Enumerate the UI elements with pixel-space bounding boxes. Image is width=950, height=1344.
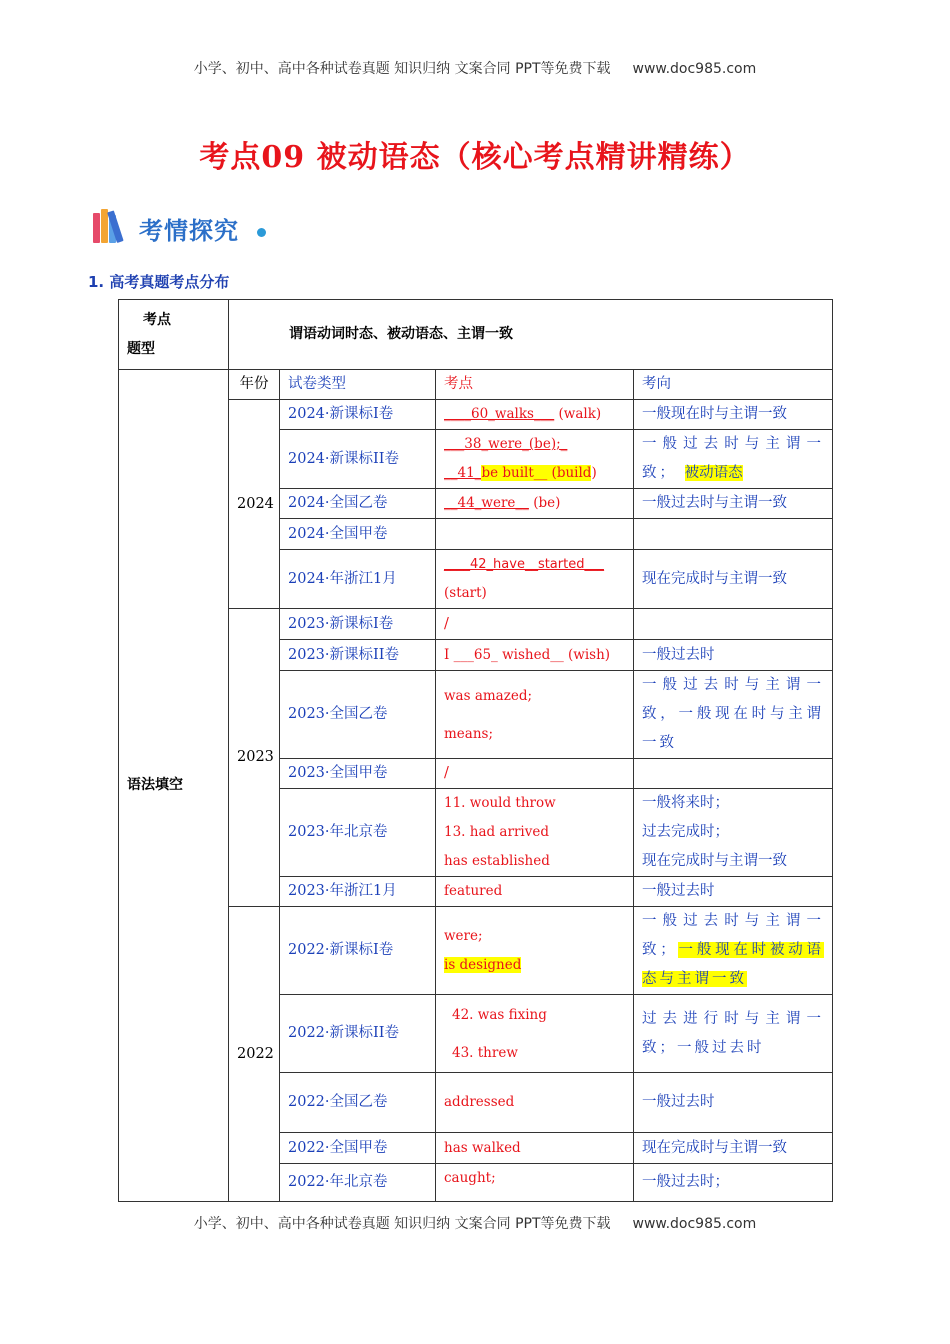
direction-cell: 过去进行时与主谓一致；一般过去时 [634,995,833,1073]
direction-cell: 一般过去时与主谓一致，一般现在时与主谓一致 [634,671,833,759]
corner-cell: 考点 题型 [119,300,229,370]
paper-cell: 2022·新课标I卷 [280,907,436,995]
page-footer [0,1213,950,1233]
direction-cell [634,519,833,550]
paper-cell: 2023·新课标II卷 [280,640,436,671]
direction-cell: 一般过去时； [634,1164,833,1202]
point-cell [436,519,634,550]
paper-cell: 2023·年北京卷 [280,789,436,877]
point-cell: 42. was fixing 43. threw [436,995,634,1073]
paper-cell: 2024·全国乙卷 [280,489,436,519]
point-cell: 11. would throw 13. had arrived has established [436,789,634,877]
col-header-point: 考点 [436,370,634,400]
page-title: 考点09 被动语态（核心考点精讲精练） [199,140,751,175]
exam-distribution-table [118,299,833,1202]
direction-cell [634,759,833,789]
paper-cell: 2022·新课标II卷 [280,995,436,1073]
point-cell: were; is designed [436,907,634,995]
section-heading: 1. 高考真题考点分布 [88,273,230,291]
point-cell: ____42_have__started___ (start) [436,550,634,609]
dot-icon [257,228,266,237]
header-text: 小学、初中、高中各种试卷真题 知识归纳 文案合同 PPT等免费下载 [193,61,611,77]
direction-cell: 一般过去时与主谓一致； 被动语态 [634,430,833,489]
direction-cell: 一般现在时与主谓一致 [634,400,833,430]
col-header-year: 年份 [229,370,280,400]
paper-cell: 2022·全国甲卷 [280,1133,436,1164]
books-icon [93,209,131,243]
table-header-row [119,300,833,370]
paper-cell: 2023·年浙江1月 [280,877,436,907]
point-cell: __44_were__ (be) [436,489,634,519]
point-cell: addressed [436,1073,634,1133]
paper-cell: 2023·全国乙卷 [280,671,436,759]
point-cell: / [436,759,634,789]
direction-cell: 一般过去时与主谓一致 [634,489,833,519]
point-cell: caught; [436,1164,634,1202]
footer-text: 小学、初中、高中各种试卷真题 知识归纳 文案合同 PPT等免费下载 [193,1216,611,1232]
question-type-cell: 语法填空 [119,370,229,1202]
point-cell: was amazed; means; [436,671,634,759]
col-header-paper: 试卷类型 [280,370,436,400]
direction-cell: 一般过去时 [634,1073,833,1133]
direction-cell: 现在完成时与主谓一致 [634,1133,833,1164]
direction-cell: 一般过去时 [634,877,833,907]
header-site[interactable]: www.doc985.com [632,61,757,77]
logo-label: 考情探究 [139,217,239,245]
paper-cell: 2024·全国甲卷 [280,519,436,550]
page-header [0,58,950,78]
point-cell: I ___65_ wished__ (wish) [436,640,634,671]
year-cell: 2024 [229,400,280,609]
paper-cell: 2024·新课标I卷 [280,400,436,430]
point-cell: ___38_were_(be);_ __41_be built__ (build) [436,430,634,489]
direction-cell: 现在完成时与主谓一致 [634,550,833,609]
col-header-direction: 考向 [634,370,833,400]
point-cell: / [436,609,634,640]
paper-cell: 2024·新课标II卷 [280,430,436,489]
point-cell: has walked [436,1133,634,1164]
point-cell: featured [436,877,634,907]
paper-cell: 2022·年北京卷 [280,1164,436,1202]
year-cell: 2023 [229,609,280,907]
column-header-row [119,370,833,400]
year-cell: 2022 [229,907,280,1202]
direction-cell: 一般过去时与主谓一致；一般现在时被动语态与主谓一致 [634,907,833,995]
paper-cell: 2023·全国甲卷 [280,759,436,789]
direction-cell [634,609,833,640]
point-cell: ____60_walks___ (walk) [436,400,634,430]
direction-cell: 一般过去时 [634,640,833,671]
section-logo [93,205,273,247]
direction-cell: 一般将来时； 过去完成时； 现在完成时与主谓一致 [634,789,833,877]
paper-cell: 2023·新课标I卷 [280,609,436,640]
footer-site[interactable]: www.doc985.com [632,1216,757,1232]
paper-cell: 2024·年浙江1月 [280,550,436,609]
paper-cell: 2022·全国乙卷 [280,1073,436,1133]
topic-header: 谓语动词时态、被动语态、主谓一致 [229,300,833,370]
